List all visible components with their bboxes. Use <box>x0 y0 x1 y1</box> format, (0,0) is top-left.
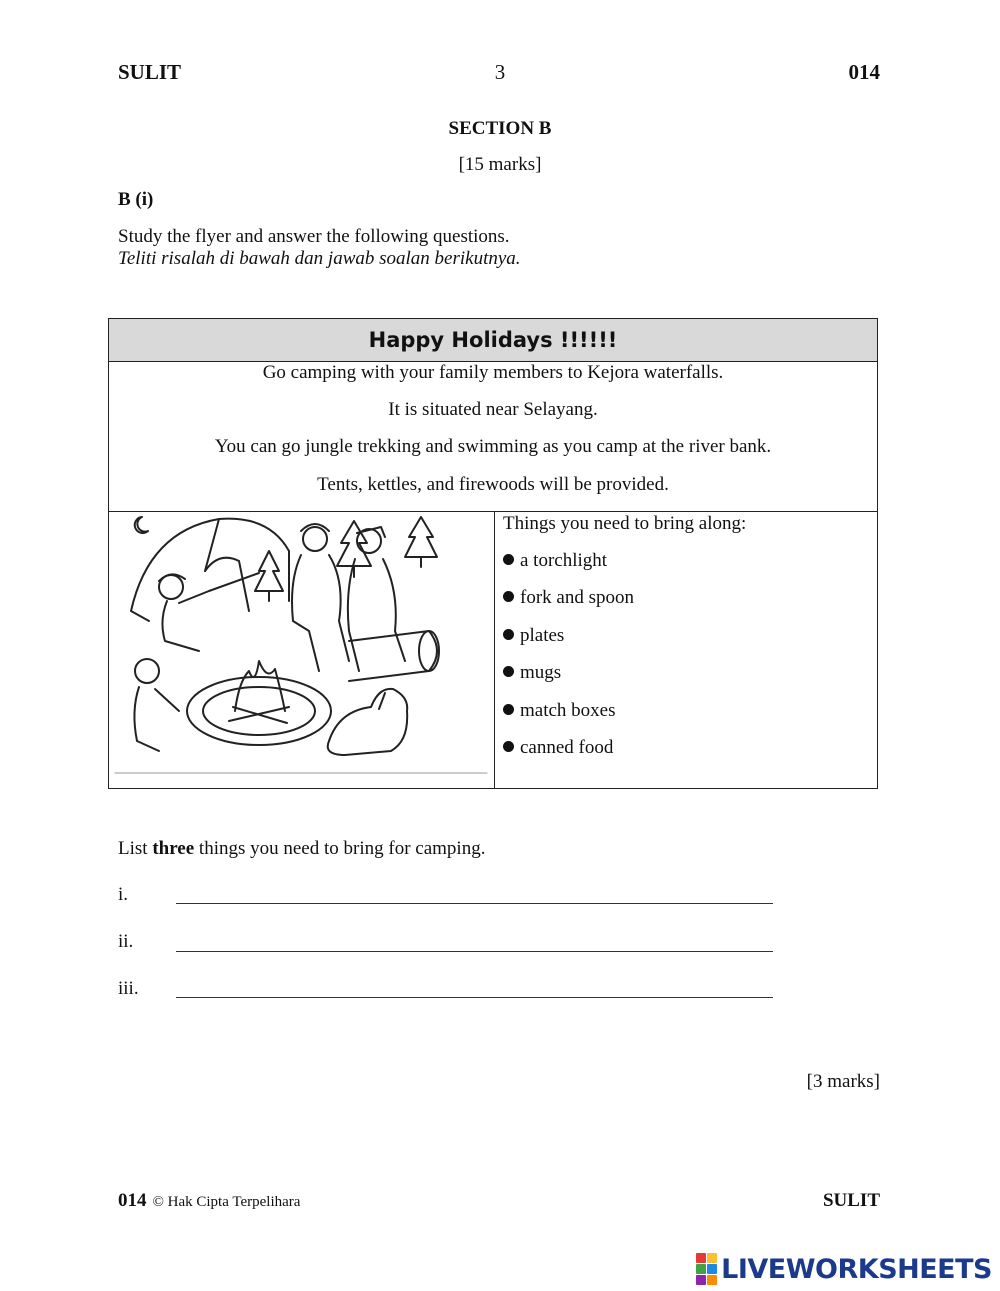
bullet-icon <box>503 666 514 677</box>
section-marks: [15 marks] <box>458 154 542 175</box>
bullet-icon <box>503 554 514 565</box>
answer-number: i. <box>118 884 129 905</box>
list-item <box>503 625 564 647</box>
bullet-icon <box>503 741 514 752</box>
flyer-line: You can go jungle trekking and swimming as you camp at the river bank. <box>214 436 772 457</box>
list-item <box>503 587 634 609</box>
footer-left <box>118 1190 300 1212</box>
logo-block <box>707 1275 717 1285</box>
instruction-malay: Teliti risalah di bawah dan jawab soalan berikutnya. <box>118 248 521 269</box>
logo-block <box>696 1253 706 1263</box>
section-title: SECTION B <box>448 118 552 139</box>
watermark-text: LIVEWORKSHEETS <box>721 1253 992 1285</box>
flyer <box>108 318 878 789</box>
logo-blocks-icon <box>696 1253 717 1285</box>
logo-block <box>707 1253 717 1263</box>
list-item-label: canned food <box>520 737 614 758</box>
moon-icon <box>135 517 148 533</box>
dog-figure <box>328 689 408 755</box>
flyer-title: Happy Holidays !!!!!! <box>109 319 877 362</box>
bullet-icon <box>503 629 514 640</box>
list-item <box>503 550 607 572</box>
log-icon <box>349 631 437 681</box>
items-list-heading: Things you need to bring along: <box>503 513 747 534</box>
bullet-icon <box>503 591 514 602</box>
instruction-english: Study the flyer and answer the following questions. <box>118 226 510 247</box>
list-item-label: fork and spoon <box>520 587 634 608</box>
footer-right: SULIT <box>822 1190 880 1211</box>
answer-line-1[interactable] <box>176 903 773 904</box>
list-item-label: plates <box>520 625 565 646</box>
question-prompt <box>118 838 485 860</box>
list-item-label: a torchlight <box>520 550 608 571</box>
footer-code: 014 <box>118 1190 147 1211</box>
answer-number: ii. <box>118 931 134 952</box>
list-item <box>503 700 616 722</box>
liveworksheets-logo <box>696 1253 992 1285</box>
items-list <box>495 511 877 788</box>
answer-line-3[interactable] <box>176 997 773 998</box>
header-right: 014 <box>848 60 880 84</box>
flyer-description <box>109 361 877 512</box>
flyer-line: Go camping with your family members to Kejora waterfalls. <box>262 362 724 383</box>
list-item <box>503 737 613 759</box>
list-item-label: mugs <box>520 662 562 683</box>
fire-icon <box>235 661 285 711</box>
logo-block <box>696 1275 706 1285</box>
footer-copyright: © Hak Cipta Terpelihara <box>152 1194 301 1210</box>
question-suffix: things you need to bring for camping. <box>194 838 486 859</box>
tree-icon <box>405 517 437 567</box>
question-marks: [3 marks] <box>806 1071 880 1092</box>
flyer-line: Tents, kettles, and firewoods will be provided. <box>317 474 669 495</box>
woman-figure <box>292 555 349 671</box>
page-number: 3 <box>494 60 506 84</box>
list-item <box>503 662 561 684</box>
girl-figure <box>134 687 179 751</box>
list-item-label: match boxes <box>520 700 616 721</box>
question-bold: three <box>152 838 195 859</box>
logo-block <box>696 1264 706 1274</box>
tent-icon <box>131 519 289 621</box>
header-left: SULIT <box>118 60 182 84</box>
question-prefix: List <box>118 838 153 859</box>
logo-block <box>707 1264 717 1274</box>
part-label: B (i) <box>118 189 154 210</box>
bullet-icon <box>503 704 514 715</box>
tree-icon <box>255 551 283 601</box>
answer-number: iii. <box>118 978 139 999</box>
man-figure <box>348 559 405 671</box>
flyer-line: It is situated near Selayang. <box>388 399 598 420</box>
answer-line-2[interactable] <box>176 951 773 952</box>
camping-illustration <box>109 511 495 788</box>
